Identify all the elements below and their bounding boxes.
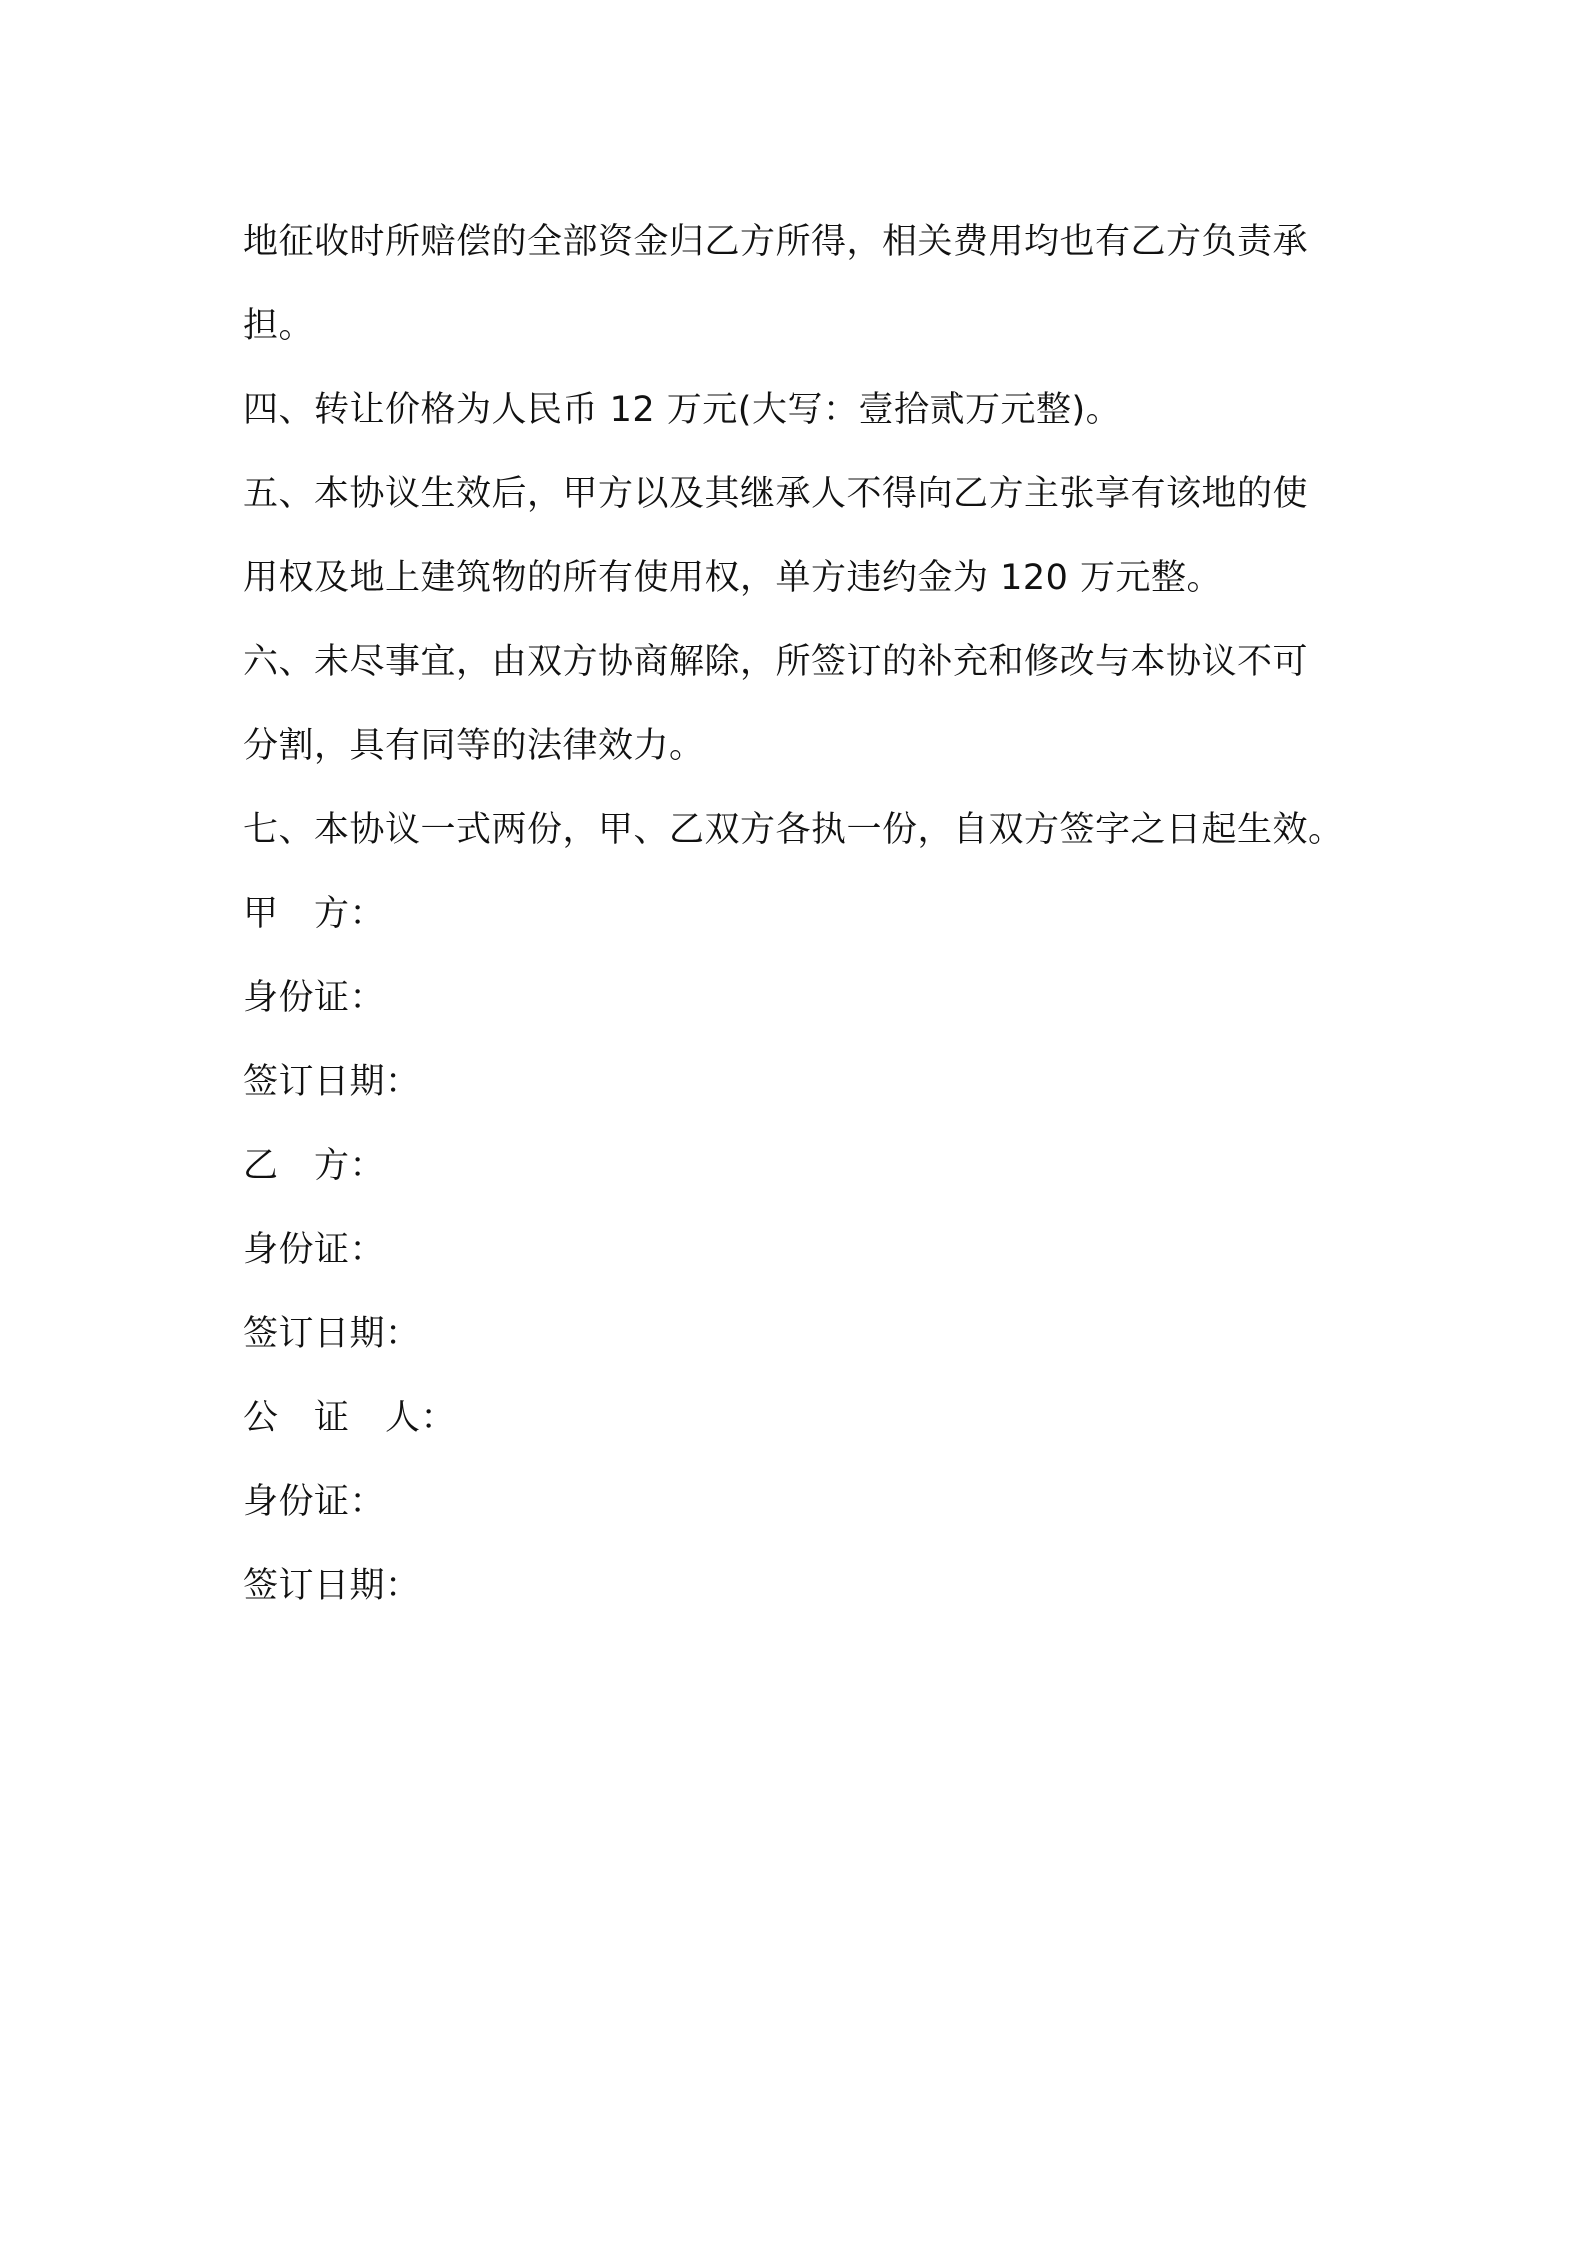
clause-7: 七、本协议一式两份，甲、乙双方各执一份，自双方签字之日起生效。	[243, 810, 1344, 850]
clause-3-continued-line-2: 担。	[243, 306, 315, 346]
party-b-id-label: 身份证：	[243, 1230, 386, 1270]
document-body	[243, 200, 1353, 1628]
notary-date-label: 签订日期：	[243, 1566, 421, 1606]
party-a-date-label: 签订日期：	[243, 1062, 421, 1102]
party-b-date-label: 签订日期：	[243, 1314, 421, 1354]
clause-3-continued-line-1: 地征收时所赔偿的全部资金归乙方所得，相关费用均也有乙方负责承	[243, 222, 1309, 262]
clause-6-line-2: 分割，具有同等的法律效力。	[243, 726, 705, 766]
clause-5-line-1: 五、本协议生效后，甲方以及其继承人不得向乙方主张享有该地的使	[243, 474, 1309, 514]
clause-4: 四、转让价格为人民币 12 万元(大写：壹拾贰万元整)。	[243, 390, 1122, 430]
notary-id-label: 身份证：	[243, 1482, 386, 1522]
party-a-id-label: 身份证：	[243, 978, 386, 1018]
party-a-label: 甲 方：	[243, 894, 386, 934]
clause-5-line-2: 用权及地上建筑物的所有使用权，单方违约金为 120 万元整。	[243, 558, 1223, 598]
party-b-label: 乙 方：	[243, 1146, 386, 1186]
notary-label: 公 证 人：	[243, 1398, 457, 1438]
clause-6-line-1: 六、未尽事宜，由双方协商解除，所签订的补充和修改与本协议不可	[243, 642, 1309, 682]
